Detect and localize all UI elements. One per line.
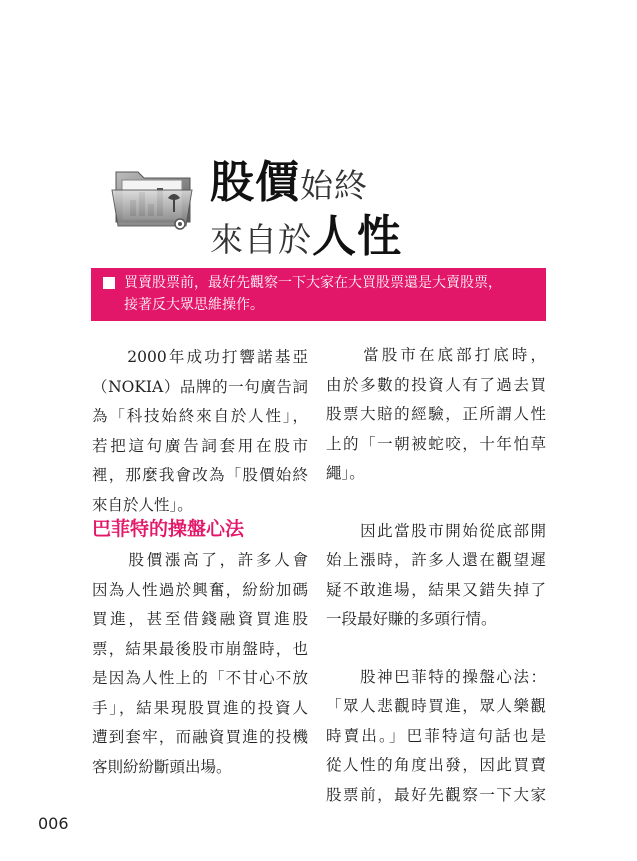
text-line: 因為人性過於興奮，紛紛加碼 [92, 580, 308, 599]
banner-line-2: 接著反大眾思維操作。 [124, 297, 264, 313]
paragraph-gap [326, 489, 546, 517]
paragraph-gap [326, 635, 546, 663]
page-number: 006 [38, 814, 69, 833]
text-line: 若把這句廣告詞套用在股市 [92, 436, 308, 455]
title-emphasis: 股價 [210, 157, 300, 208]
title-regular: 來自於 [210, 220, 312, 259]
text-line: 2000年成功打響諾基亞 [92, 348, 308, 366]
text-line: 始上漲時，許多人還在觀望遲 [326, 551, 546, 569]
page-title-line-2 [210, 200, 402, 264]
left-column-body [92, 546, 308, 782]
folder-chart-icon [108, 160, 204, 236]
text-line: 遭到套牢，而融資買進的投機 [92, 728, 308, 746]
text-line: 當股市在底部打底時， [326, 346, 546, 364]
text-line: 為「科技始終來自於人性」， [92, 407, 308, 425]
text-line: 股票大賠的經驗，正所謂人性 [326, 405, 546, 423]
text-line: 疑不敢進場，結果又錯失掉了 [326, 580, 546, 599]
text-line: 票，結果最後股市崩盤時，也 [92, 639, 308, 658]
title-regular: 始終 [300, 166, 368, 205]
banner-line-1: 買賣股票前，最好先觀察一下大家在大買股票還是大賣股票， [124, 275, 502, 291]
text-line: 上的「一朝被蛇咬，十年怕草 [326, 434, 546, 453]
text-line: （NOKIA）品牌的一句廣告詞 [92, 377, 308, 396]
text-line: 是因為人性上的「不甘心不放 [92, 669, 308, 687]
section-heading: 巴菲特的操盤心法 [92, 518, 245, 540]
text-line: 時賣出。」巴菲特這句話也是 [326, 726, 546, 745]
text-line: 「眾人悲觀時買進，眾人樂觀 [326, 697, 546, 715]
text-line: 因此當股市開始從底部開 [326, 521, 546, 540]
text-line: 客則紛紛斷頭出場。 [92, 757, 232, 776]
text-line: 手」，結果現股買進的投資人 [92, 698, 308, 717]
square-bullet-icon [103, 277, 115, 289]
text-line: 股票前，最好先觀察一下大家 [326, 785, 546, 804]
text-line: 裡，那麼我會改為「股價始終 [92, 466, 308, 484]
text-line: 買進，甚至借錢融資買進股 [92, 610, 308, 628]
text-line: 來自於人性」。 [92, 495, 193, 514]
text-line: 從人性的角度出發，因此買賣 [326, 756, 546, 774]
left-column-intro [92, 343, 308, 520]
text-line: 股神巴菲特的操盤心法： [326, 667, 546, 686]
text-line: 繩」。 [326, 464, 365, 482]
text-line: 股價漲高了，許多人會 [92, 551, 308, 569]
right-column [326, 341, 546, 810]
title-emphasis: 人性 [312, 211, 402, 262]
text-line: 由於多數的投資人有了過去買 [326, 375, 546, 394]
text-line: 一段最好賺的多頭行情。 [326, 610, 497, 628]
summary-banner [91, 268, 546, 321]
